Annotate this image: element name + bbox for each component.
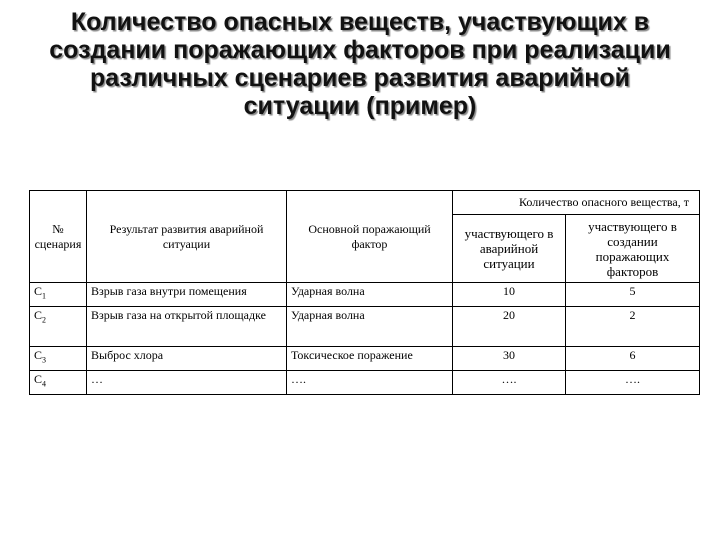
cell-q-situation: 20 <box>453 307 566 347</box>
cell-result: Выброс хлора <box>87 347 287 371</box>
title-line-4: ситуации (пример) <box>243 92 477 120</box>
cell-q-situation: 10 <box>453 283 566 307</box>
header-quantity-group: Количество опасного вещества, т <box>453 191 700 215</box>
title-line-1: Количество опасных веществ, участвующих в <box>70 8 650 36</box>
cell-scenario: $С_1$ <box>30 283 87 307</box>
table-row <box>30 347 700 371</box>
cell-q-factors: 2 <box>566 307 700 347</box>
cell-factor: …. <box>287 371 453 395</box>
cell-factor: Ударная волна <box>287 283 453 307</box>
cell-result: … <box>87 371 287 395</box>
cell-scenario: $С_2$ <box>30 307 87 347</box>
header-result: Результат развития аварийной ситуации <box>87 191 287 283</box>
table-row <box>30 307 700 347</box>
cell-q-factors: 5 <box>566 283 700 307</box>
hazardous-substances-table <box>29 190 700 395</box>
header-factor: Основной поражающий фактор <box>287 191 453 283</box>
cell-q-situation: 30 <box>453 347 566 371</box>
title-line-3: различных сценариев развития аварийной <box>89 64 631 92</box>
cell-scenario: $С_4$ <box>30 371 87 395</box>
page-title <box>0 8 720 120</box>
cell-scenario: $С_3$ <box>30 347 87 371</box>
cell-result: Взрыв газа внутри помещения <box>87 283 287 307</box>
cell-factor: Ударная волна <box>287 307 453 347</box>
cell-result: Взрыв газа на открытой площадке <box>87 307 287 347</box>
title-line-2: создании поражающих факторов при реализации <box>49 36 671 64</box>
cell-q-factors: …. <box>566 371 700 395</box>
cell-q-situation: …. <box>453 371 566 395</box>
header-scenario-no: № сценария <box>30 191 87 283</box>
table-row <box>30 283 700 307</box>
cell-factor: Токсическое поражение <box>287 347 453 371</box>
table-header-row <box>30 191 700 215</box>
table-row <box>30 371 700 395</box>
header-participating-situation: участвующего в аварийной ситуации <box>453 215 566 283</box>
header-participating-factors: участвующего в создании поражающих факторов <box>566 215 700 283</box>
cell-q-factors: 6 <box>566 347 700 371</box>
